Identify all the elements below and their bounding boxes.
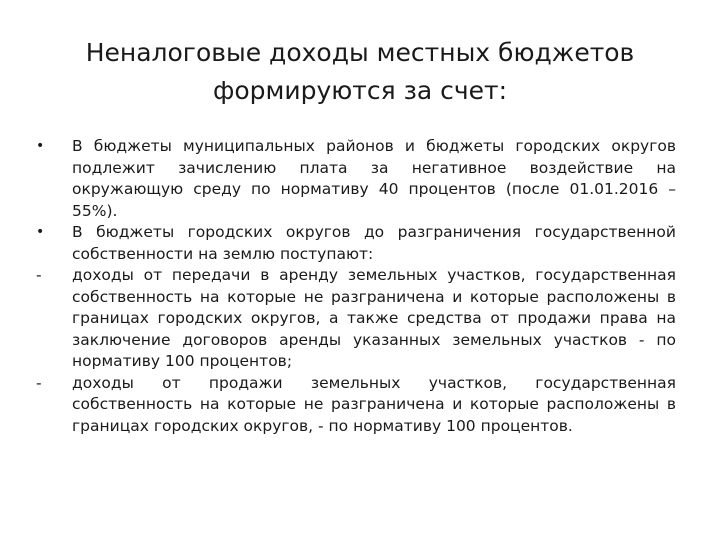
list-item-text: В бюджеты городских округов до разграничения государственной собственности на землю поступают: [72,223,676,263]
list-item [36,265,676,373]
list-item [36,373,676,438]
bullet-marker: • [36,138,45,154]
list-item [36,222,676,265]
dash-marker: - [36,266,42,284]
list-item-text: доходы от продажи земельных участков, государственная собственность на которые не разграничена и которые расположены в границах городских округов, - по нормативу 100 процентов. [72,373,676,435]
list-item-text: доходы от передачи в аренду земельных участков, государственная собственность на которые не разграничена и которые расположены в границах городских округов, а также средства от продажи права на заключение договоров аренды указанных земельных участков - по нормативу 100 процентов; [72,266,676,370]
slide-title [40,34,680,110]
title-line-1: Неналоговые доходы местных бюджетов [85,38,635,67]
list-item [36,136,676,222]
list-item-text: В бюджеты муниципальных районов и бюджеты городских округов подлежит зачислению плата за негативное воздействие на окружающую среду по нормативу 40 процентов (после 01.01.2016 – 55%). [72,137,676,220]
title-line-2: формируются за счет: [212,76,508,105]
bullet-marker: • [36,224,45,240]
dash-marker: - [36,373,42,392]
slide-body [36,136,676,437]
